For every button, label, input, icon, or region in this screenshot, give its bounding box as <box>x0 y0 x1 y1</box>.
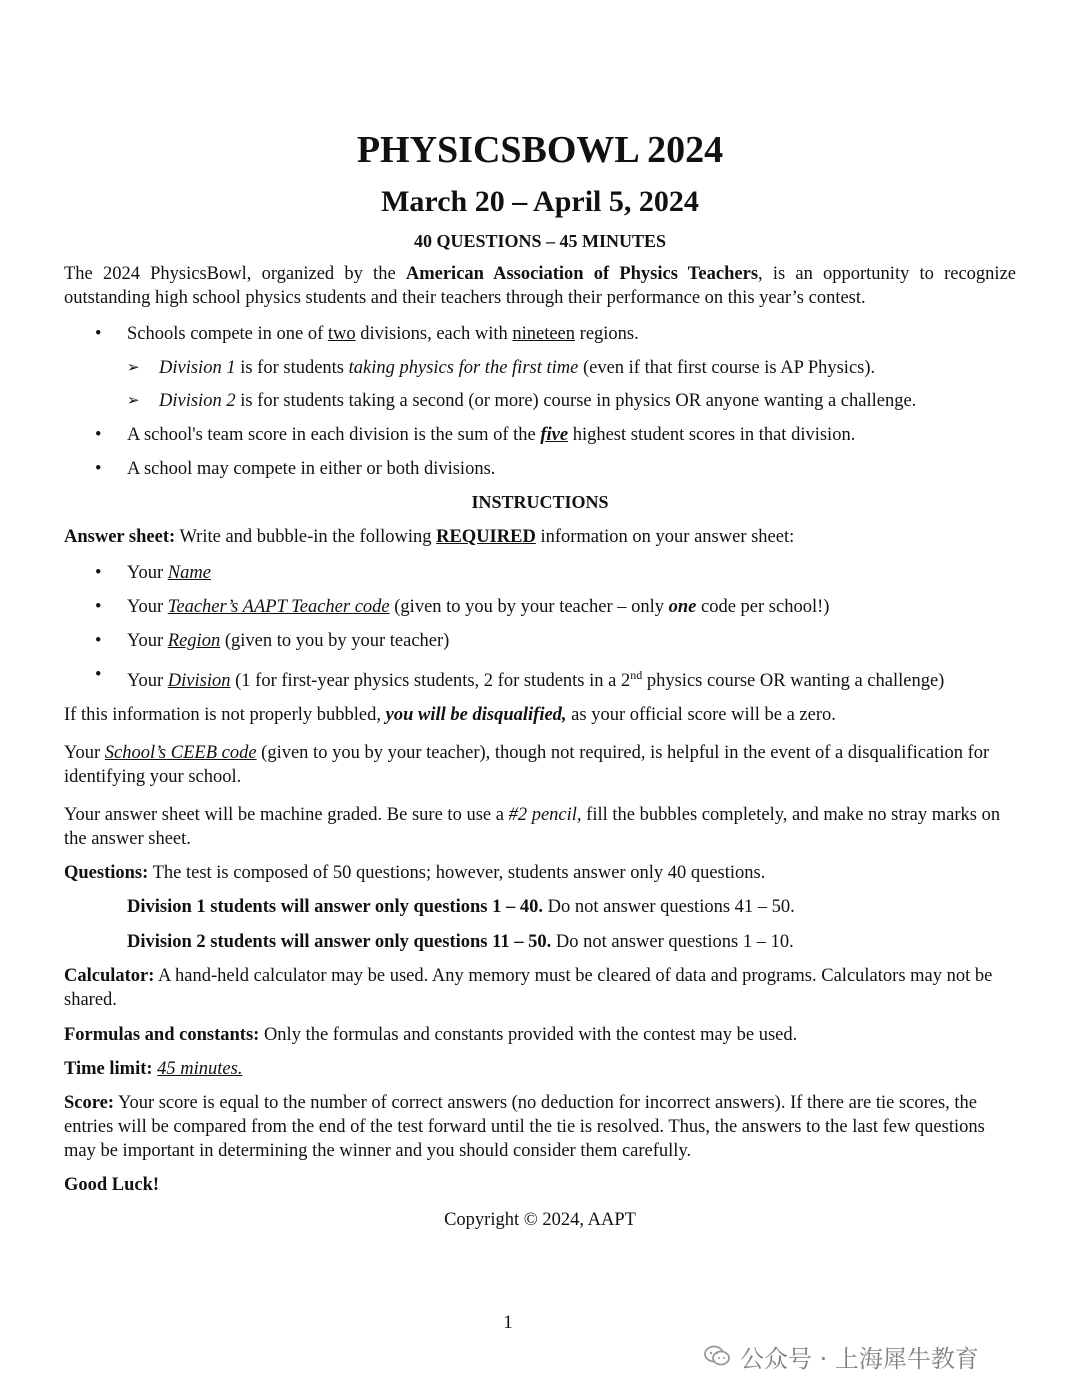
good-luck: Good Luck! <box>64 1175 160 1196</box>
time-limit-paragraph: Time limit: 45 minutes. <box>64 1059 243 1080</box>
bullet-icon: • <box>95 665 102 685</box>
list-item: • A school may compete in either or both divisions. <box>95 459 496 479</box>
intro-paragraph: The 2024 PhysicsBowl, organized by the American Association of Physics Teachers, is an opportunity to recognize outstanding high school physics students and their teachers through their performance on this year’s contest. <box>64 264 1016 308</box>
questions-paragraph: Questions: The test is composed of 50 questions; however, students answer only 40 questions. <box>64 863 766 884</box>
required-info-list <box>64 561 1016 693</box>
list-item: • Your Region (given to you by your teacher) <box>95 631 450 651</box>
copyright: Copyright © 2024, AAPT <box>444 1210 636 1231</box>
bullet-icon: • <box>95 563 102 583</box>
contest-dates: March 20 – April 5, 2024 <box>381 185 699 218</box>
watermark-text: 公众号 · 上海犀牛教育 <box>740 1344 979 1373</box>
page-title: PHYSICSBOWL 2024 <box>356 129 724 171</box>
contest-format: 40 QUESTIONS – 45 MINUTES <box>413 231 667 251</box>
list-item: • Schools compete in one of two divisions, each with nineteen regions. <box>95 324 639 344</box>
list-item: • Your Name <box>95 563 211 583</box>
bullet-icon: • <box>95 631 102 651</box>
bullet-icon: • <box>95 597 102 617</box>
formulas-paragraph: Formulas and constants: Only the formulas and constants provided with the contest may be used. <box>64 1025 798 1046</box>
list-item: • Your Division (1 for first-year physics students, 2 for students in a 2nd physics course OR wanting a challenge) <box>95 665 945 692</box>
disqualification-note: If this information is not properly bubbled, you will be disqualified, as your official score will be a zero. <box>64 705 836 726</box>
division2-questions: Division 2 students will answer only questions 11 – 50. Do not answer questions 1 – 10. <box>127 932 794 953</box>
watermark <box>704 1338 1054 1374</box>
division1-questions: Division 1 students will answer only questions 1 – 40. Do not answer questions 41 – 50. <box>127 897 795 918</box>
bullet-icon: • <box>95 459 102 479</box>
bullet-icon: • <box>95 425 102 445</box>
bullet-icon: • <box>95 324 102 344</box>
list-item: • Your Teacher’s AAPT Teacher code (given to you by your teacher – only one code per school!) <box>95 597 830 617</box>
division-list <box>64 322 1016 346</box>
page-number: 1 <box>503 1312 513 1333</box>
list-item: • A school's team score in each division is the sum of the five highest student scores in that division. <box>95 425 856 445</box>
arrow-icon: ➢ <box>127 360 140 376</box>
list-item: ➢ Division 1 is for students taking physics for the first time (even if that first course is AP Physics). <box>127 358 876 378</box>
instructions-heading: INSTRUCTIONS <box>471 492 609 512</box>
arrow-icon: ➢ <box>127 393 140 409</box>
org-name: American Association of Physics Teachers <box>405 264 759 284</box>
division-sublist <box>64 356 1016 413</box>
ceeb-paragraph: Your School’s CEEB code (given to you by your teacher), though not required, is helpful in the event of a disqualification for identifying your school. <box>64 743 990 788</box>
list-item: ➢ Division 2 is for students taking a second (or more) course in physics OR anyone wanting a challenge. <box>127 391 917 411</box>
calculator-paragraph: Calculator: A hand-held calculator may be used. Any memory must be cleared of data and programs. Calculators may not be shared. <box>64 966 993 1011</box>
score-paragraph: Score: Your score is equal to the number of correct answers (no deduction for incorrect answers). If there are tie scores, the entries will be compared from the end of the test forward until the tie is resolved. Thus, the answers to the last few questions may be important in determining the winner and you should consider them carefully. <box>64 1093 985 1162</box>
machine-graded-paragraph: Your answer sheet will be machine graded. Be sure to use a #2 pencil, fill the bubbles completely, and make no stray marks on the answer sheet. <box>64 805 1001 850</box>
wechat-icon <box>704 1345 730 1367</box>
answer-sheet-paragraph: Answer sheet: Write and bubble-in the following REQUIRED information on your answer sheet: <box>64 527 795 547</box>
document-page <box>64 128 1016 1232</box>
rules-list <box>64 423 1016 481</box>
